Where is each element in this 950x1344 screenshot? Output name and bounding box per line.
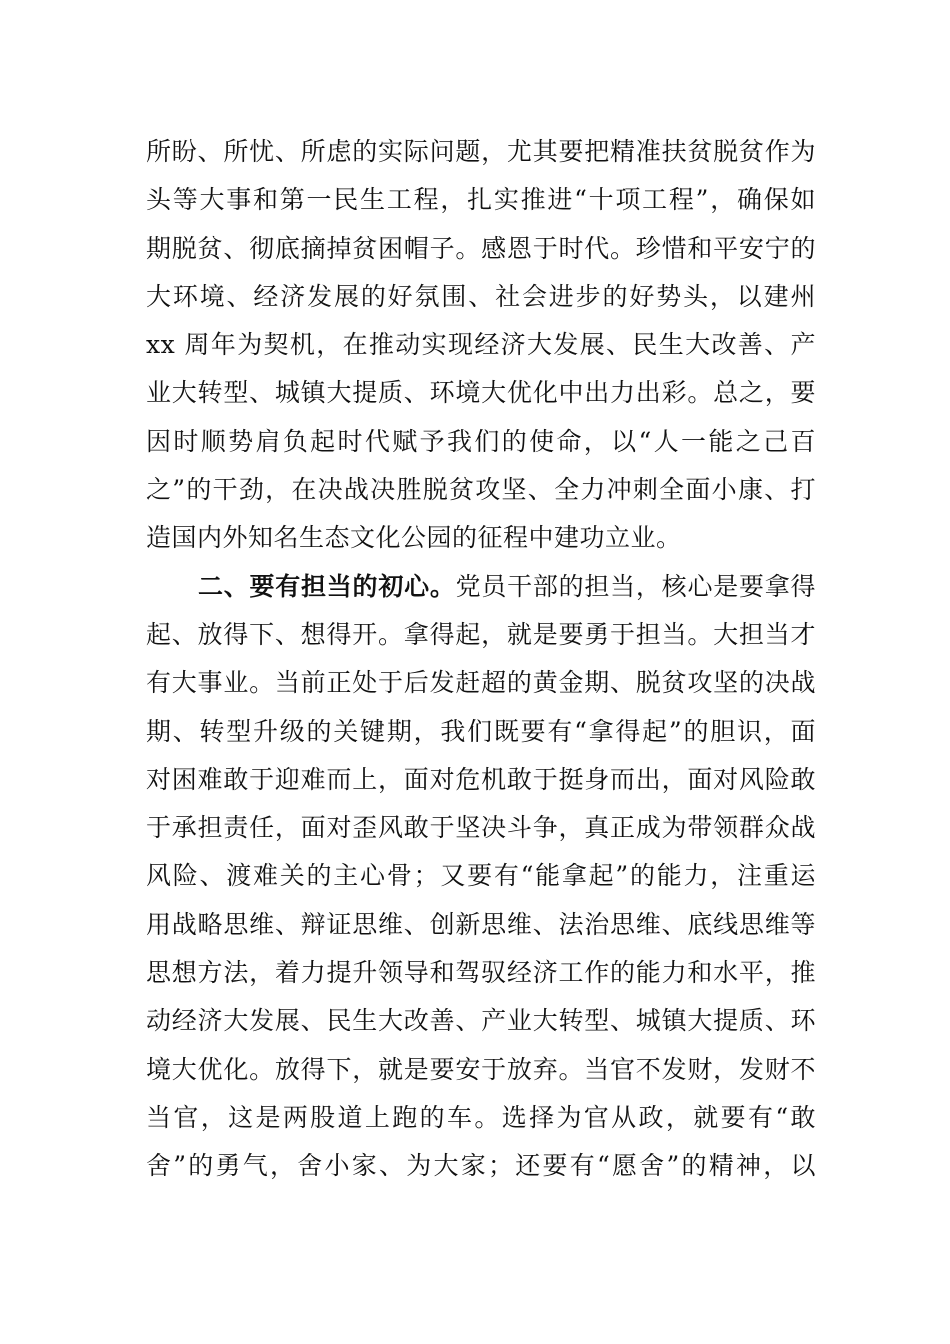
- text-line: 之”的干劲，在决战决胜脱贫攻坚、全力冲刺全面小康、打: [146, 475, 816, 505]
- text-line: 对困难敢于迎难而上，面对危机敢于挺身而出，面对风险敢: [146, 764, 816, 794]
- paragraph-1: [146, 128, 816, 563]
- text-line: 因时顺势肩负起时代赋予我们的使命，以“人一能之己百: [146, 426, 816, 456]
- text-line: xx 周年为契机，在推动实现经济大发展、民生大改善、产: [146, 330, 816, 360]
- text-line: 境大优化。放得下，就是要安于放弃。当官不发财，发财不: [146, 1054, 816, 1084]
- text-line: 用战略思维、辩证思维、创新思维、法治思维、底线思维等: [146, 909, 816, 939]
- text-line: 所盼、所忧、所虑的实际问题，尤其要把精准扶贫脱贫作为: [146, 137, 816, 166]
- text-line: 起、放得下、想得开。拿得起，就是要勇于担当。大担当才: [146, 619, 816, 649]
- document-body: [146, 128, 816, 1191]
- text-line: 期、转型升级的关键期，我们既要有“拿得起”的胆识，面: [146, 716, 816, 746]
- text-line: 思想方法，着力提升领导和驾驭经济工作的能力和水平，推: [146, 958, 816, 988]
- text-line: 期脱贫、彻底摘掉贫困帽子。感恩于时代。珍惜和平安宁的: [146, 233, 816, 263]
- text-line: 风险、渡难关的主心骨；又要有“能拿起”的能力，注重运: [146, 861, 816, 891]
- paragraph-2: [146, 563, 816, 1191]
- text-line: 造国内外知名生态文化公园的征程中建功立业。: [146, 523, 682, 553]
- text-line: 动经济大发展、民生大改善、产业大转型、城镇大提质、环: [146, 1006, 816, 1036]
- text-line: 头等大事和第一民生工程，扎实推进“十项工程”，确保如: [146, 185, 816, 215]
- section-heading: 二、要有担当的初心。: [198, 571, 456, 601]
- text-line: 业大转型、城镇大提质、环境大优化中出力出彩。总之，要: [146, 378, 816, 408]
- text-line: 有大事业。当前正处于后发赶超的黄金期、脱贫攻坚的决战: [146, 668, 816, 698]
- paragraph-first-line: [146, 563, 816, 611]
- text-line: 当官，这是两股道上跑的车。选择为官从政，就要有“敢: [146, 1102, 816, 1132]
- text-line: 舍”的勇气，舍小家、为大家；还要有“愿舍”的精神，以: [146, 1151, 816, 1181]
- heading-line-rest: 党员干部的担当，核心是要拿得: [455, 571, 816, 601]
- text-line: 大环境、经济发展的好氛围、社会进步的好势头，以建州: [146, 281, 816, 311]
- text-line: 于承担责任，面对歪风敢于坚决斗争，真正成为带领群众战: [146, 813, 816, 843]
